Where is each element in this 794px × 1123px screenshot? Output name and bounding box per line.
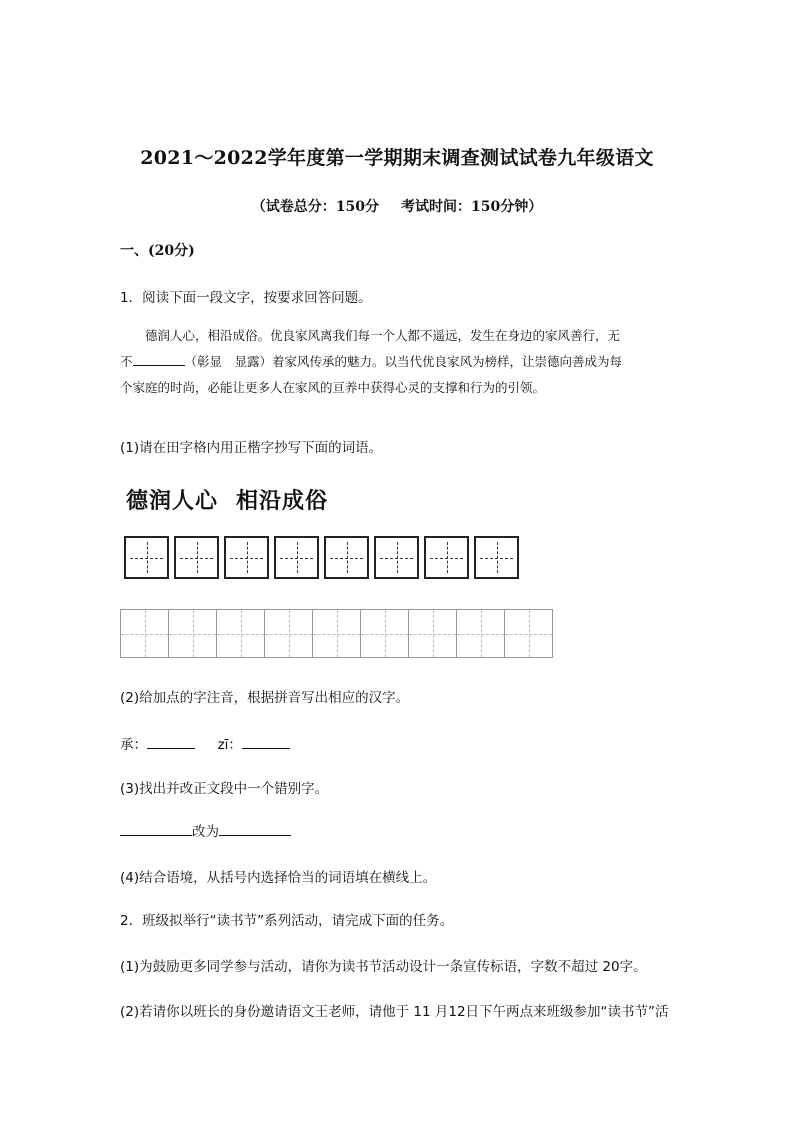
copy-word-2: 相沿成俗 bbox=[236, 488, 329, 514]
tianzi-cell bbox=[424, 536, 469, 579]
writing-cell[interactable] bbox=[409, 609, 457, 658]
tianzi-cell bbox=[374, 536, 419, 579]
question-1-prompt: 1．阅读下面一段文字，按要求回答问题。 bbox=[120, 290, 372, 306]
writing-cell[interactable] bbox=[505, 609, 553, 658]
exam-info bbox=[0, 196, 794, 216]
passage-line-1: 德润人心，相沿成俗。优良家风离我们每一个人都不遥远，发生在身边的家风善行，无 bbox=[145, 328, 621, 343]
writing-cell[interactable] bbox=[313, 609, 361, 658]
sub-question-3: (3)找出并改正文段中一个错别字。 bbox=[120, 781, 329, 797]
tianzi-cell bbox=[474, 536, 519, 579]
reading-passage bbox=[120, 323, 680, 401]
fill-blank-line[interactable] bbox=[133, 351, 185, 366]
correct-to-label: 改为 bbox=[192, 824, 219, 840]
exam-time: 考试时间：150分钟） bbox=[401, 199, 543, 215]
tianzi-cell bbox=[274, 536, 319, 579]
page-title: 2021～2022学年度第一学期期末调查测试试卷九年级语文 bbox=[140, 147, 654, 169]
correction-answer bbox=[120, 820, 291, 840]
copy-words bbox=[126, 484, 328, 515]
tianzi-cell bbox=[124, 536, 169, 579]
pinyin-blank-b[interactable] bbox=[242, 734, 290, 749]
writing-cell[interactable] bbox=[169, 609, 217, 658]
tianzi-cell bbox=[174, 536, 219, 579]
wrong-char-blank[interactable] bbox=[120, 821, 192, 836]
writing-cell[interactable] bbox=[217, 609, 265, 658]
tianzi-grid-row bbox=[124, 536, 519, 579]
total-score: （试卷总分：150分 bbox=[251, 199, 379, 215]
writing-grid-row[interactable] bbox=[120, 609, 553, 658]
writing-cell[interactable] bbox=[457, 609, 505, 658]
pinyin-label-b: zī： bbox=[217, 737, 242, 753]
copy-word-1: 德润人心 bbox=[126, 488, 219, 514]
pinyin-label-a: 承： bbox=[120, 737, 147, 753]
passage-line-2-start: 不 bbox=[120, 354, 133, 369]
sub-question-1: (1)请在田字格内用正楷字抄写下面的词语。 bbox=[120, 440, 383, 456]
correct-char-blank[interactable] bbox=[219, 821, 291, 836]
section-heading: 一、(20分) bbox=[120, 243, 195, 259]
tianzi-cell bbox=[324, 536, 369, 579]
passage-line-2 bbox=[120, 349, 680, 375]
writing-cell[interactable] bbox=[121, 609, 169, 658]
writing-cell[interactable] bbox=[265, 609, 313, 658]
pinyin-blank-a[interactable] bbox=[147, 734, 195, 749]
pinyin-answers bbox=[120, 733, 290, 753]
sub-question-4: (4)结合语境，从括号内选择恰当的词语填在横线上。 bbox=[120, 870, 437, 886]
passage-line-2-end: （彰显 显露）着家风传承的魅力。以当代优良家风为榜样，让崇德向善成为每 bbox=[184, 354, 623, 369]
question-2-sub-2: (2)若请你以班长的身份邀请语文王老师，请他于 11 月12日下午两点来班级参加“读书节”活 bbox=[120, 1004, 669, 1020]
passage-line-3: 个家庭的时尚，必能让更多人在家风的亘养中获得心灵的支撑和行为的引领。 bbox=[120, 380, 546, 395]
tianzi-cell bbox=[224, 536, 269, 579]
question-2-sub-1: (1)为鼓励更多同学参与活动，请你为读书节活动设计一条宣传标语，字数不超过 20字。 bbox=[120, 959, 647, 975]
writing-cell[interactable] bbox=[361, 609, 409, 658]
sub-question-2: (2)给加点的字注音，根据拼音写出相应的汉字。 bbox=[120, 690, 410, 706]
question-2-prompt: 2．班级拟举行“读书节”系列活动，请完成下面的任务。 bbox=[120, 913, 454, 929]
